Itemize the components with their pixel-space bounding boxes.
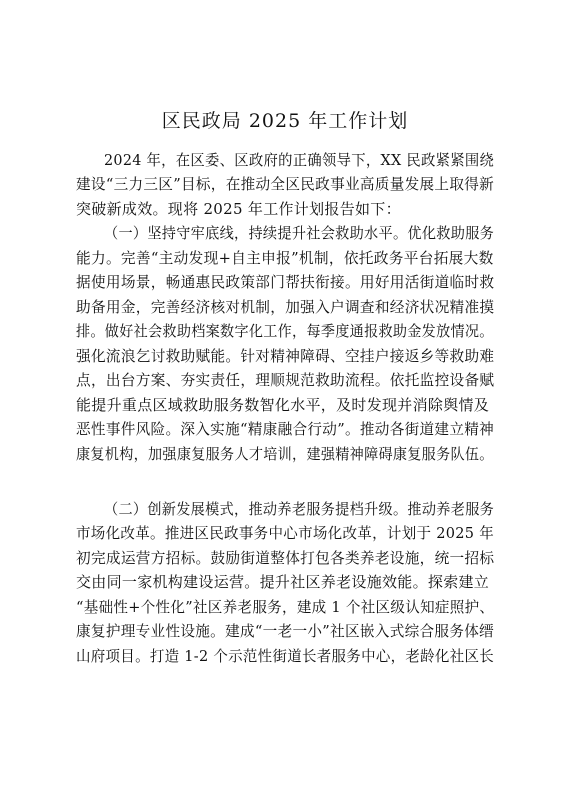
- paragraph-line: 建设“三力三区”目标，在推动全区民政事业高质量发展上取得新: [76, 175, 495, 193]
- paragraph-line: 康复护理专业性设施。建成“一老一小”社区嵌入式综合服务体缙: [76, 622, 495, 640]
- paragraph-line: “基础性+个性化”社区养老服务，建成 1 个社区级认知症照护、: [76, 598, 495, 616]
- paragraph-line: 排。做好社会救助档案数字化工作，每季度通报救助金发放情况。: [76, 322, 494, 340]
- paragraph-line: 康复机构，加强康复服务人才培训，建强精神障碍康复服务队伍。: [76, 445, 494, 463]
- paragraph-line: 点，出台方案、夯实责任，理顺规范救助流程。依托监控设备赋: [76, 371, 495, 389]
- paragraph-line: 突破新成效。现将 2025 年工作计划报告如下：: [76, 200, 401, 218]
- paragraph-line: 山府项目。打造 1-2 个示范性街道长者服务中心，老龄化社区长: [76, 647, 495, 665]
- document-title: 区民政局 2025 年工作计划: [161, 110, 409, 132]
- paragraph-line: 初完成运营方招标。鼓励街道整体打包各类养老设施，统一招标: [76, 549, 495, 567]
- paragraph-line: 强化流浪乞讨救助赋能。针对精神障碍、空挂户接返乡等救助难: [76, 347, 495, 365]
- paragraph-line: 助备用金，完善经济核对机制，加强入户调查和经济状况精准摸: [76, 298, 495, 316]
- paragraph-line: 2024 年，在区委、区政府的正确领导下，XX 民政紧紧围绕: [104, 151, 495, 169]
- paragraph-line: 据使用场景，畅通惠民政策部门帮扶衔接。用好用活街道临时救: [76, 273, 495, 291]
- paragraph-line: 能力。完善“主动发现+自主申报”机制，依托政务平台拓展大数: [76, 249, 494, 267]
- paragraph-line: （一）坚持守牢底线，持续提升社会救助水平。优化救助服务: [104, 224, 495, 242]
- paragraph-line: 恶性事件风险。深入实施“精康融合行动”。推动各街道建立精神: [76, 420, 495, 438]
- paragraph-line: 市场化改革。推进区民政事务中心市场化改革，计划于 2025 年: [76, 524, 495, 542]
- paragraph-line: （二）创新发展模式，推动养老服务提档升级。推动养老服务: [104, 500, 495, 518]
- paragraph-line: 交由同一家机构建设运营。提升社区养老设施效能。探索建立: [76, 573, 490, 591]
- paragraph-line: 能提升重点区域救助服务数智化水平，及时发现并消除舆情及: [76, 396, 490, 414]
